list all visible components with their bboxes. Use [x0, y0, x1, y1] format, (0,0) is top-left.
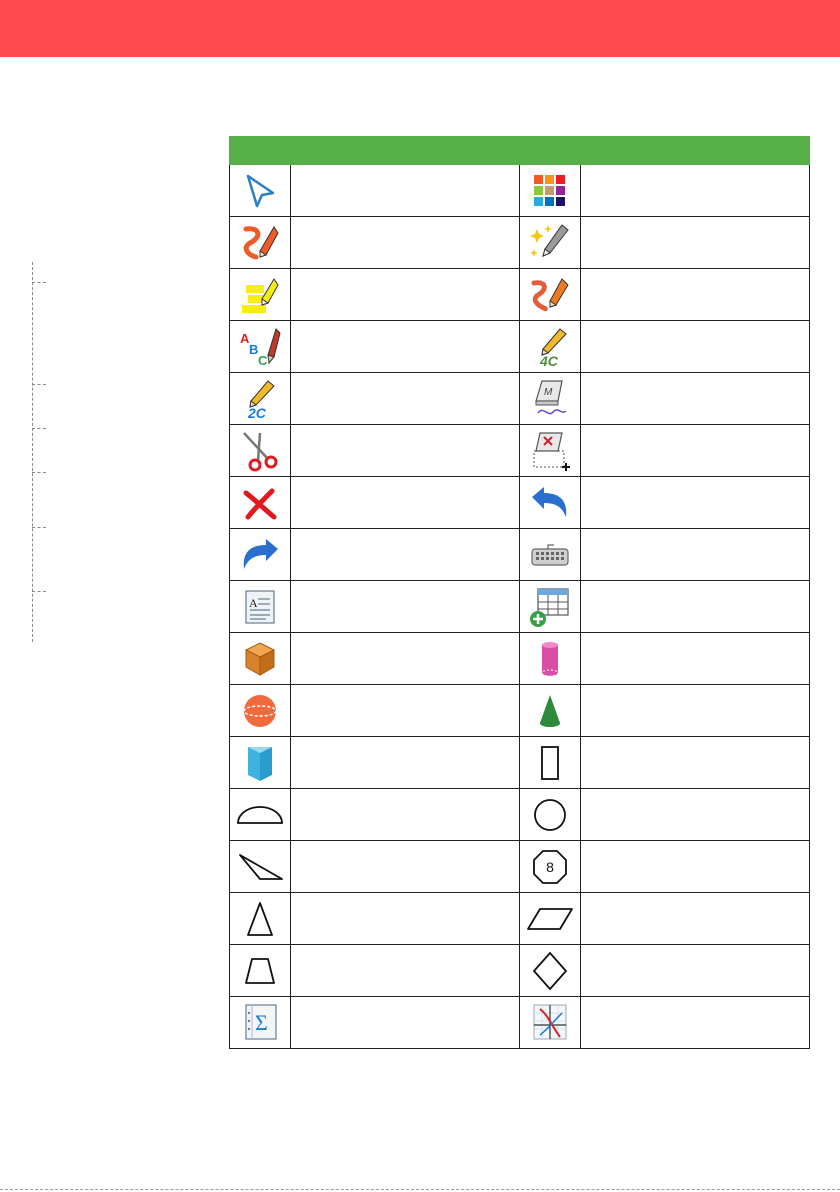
select-arrow-icon [240, 171, 280, 211]
area-eraser-icon [528, 429, 572, 473]
cone-icon [528, 689, 572, 733]
row-description-left [291, 373, 520, 425]
svg-text:A: A [249, 595, 258, 610]
table-row [230, 321, 810, 373]
row-description-left [291, 581, 520, 633]
svg-text:B: B [249, 341, 259, 357]
table-row [230, 165, 810, 217]
row-description-right [581, 529, 810, 581]
redo-icon [238, 533, 282, 577]
page-header-band [0, 0, 840, 57]
sphere-icon [238, 689, 282, 733]
row-description-left [291, 841, 520, 893]
cylinder-icon [528, 637, 572, 681]
table-row [230, 893, 810, 945]
color-palette-icon [530, 171, 570, 211]
row-description-right [581, 425, 810, 477]
rectangle-icon [528, 741, 572, 785]
row-description-right [581, 633, 810, 685]
header-icon-column-left [230, 137, 291, 165]
row-description-right [581, 997, 810, 1049]
semicircle-icon [234, 793, 286, 837]
table-row [230, 529, 810, 581]
row-description-left [291, 529, 520, 581]
row-description-left [291, 789, 520, 841]
table-row [230, 581, 810, 633]
pen-icon [238, 221, 282, 265]
row-description-left [291, 945, 520, 997]
toolbar-reference-table [229, 136, 810, 1049]
header-function-column-left [291, 137, 520, 165]
row-description-left [291, 425, 520, 477]
table-row [230, 997, 810, 1049]
row-description-left [291, 477, 520, 529]
header-function-column-right [581, 137, 810, 165]
svg-text:4C: 4C [540, 352, 558, 369]
table-row [230, 217, 810, 269]
highlighter-icon [238, 273, 282, 317]
svg-text:A: A [240, 330, 250, 346]
formula-editor-icon [238, 1001, 282, 1045]
function-graph-icon [528, 1001, 572, 1045]
row-description-right [581, 373, 810, 425]
undo-icon [528, 481, 572, 525]
keyboard-icon [528, 533, 572, 577]
octagon-label: 8 [546, 858, 554, 875]
row-description-right [581, 685, 810, 737]
row-description-left [291, 269, 520, 321]
row-description-right [581, 737, 810, 789]
svg-text:2C: 2C [248, 404, 266, 421]
row-description-left [291, 997, 520, 1049]
texture-pen-icon [528, 273, 572, 317]
eraser-icon [528, 377, 572, 421]
row-description-left [291, 737, 520, 789]
row-description-left [291, 165, 520, 217]
magic-pen-icon [528, 221, 572, 265]
multi-pen-4-icon [528, 325, 572, 369]
row-description-left [291, 321, 520, 373]
page-bottom-rule [0, 1189, 840, 1190]
text-box-icon [238, 585, 282, 629]
diamond-icon [528, 949, 572, 993]
row-description-left [291, 685, 520, 737]
parallelogram-icon [524, 897, 576, 941]
scissors-icon [238, 429, 282, 473]
row-description-left [291, 893, 520, 945]
row-description-left [291, 633, 520, 685]
svg-text:C: C [258, 352, 268, 368]
prism-icon [238, 741, 282, 785]
row-description-right [581, 945, 810, 997]
table-row [230, 789, 810, 841]
table-header-row [230, 137, 810, 165]
circle-icon [528, 793, 572, 837]
delete-icon [240, 483, 280, 523]
trapezoid-icon [238, 949, 282, 993]
handwriting-recognition-icon [238, 325, 282, 369]
row-description-right [581, 165, 810, 217]
row-description-right [581, 789, 810, 841]
row-description-right [581, 841, 810, 893]
multi-pen-2-icon [238, 377, 282, 421]
table-row [230, 945, 810, 997]
table-row [230, 685, 810, 737]
row-description-right [581, 893, 810, 945]
table-row [230, 373, 810, 425]
right-triangle-icon [234, 845, 286, 889]
row-description-right [581, 269, 810, 321]
table-row [230, 269, 810, 321]
row-description-right [581, 581, 810, 633]
table-row [230, 633, 810, 685]
table-row [230, 425, 810, 477]
octagon-icon [528, 845, 572, 889]
side-guide-lines [27, 262, 57, 642]
table-row [230, 737, 810, 789]
row-description-left [291, 217, 520, 269]
cube-icon [238, 637, 282, 681]
table-row [230, 841, 810, 893]
svg-text:M: M [544, 386, 553, 398]
row-description-right [581, 321, 810, 373]
svg-text:Σ: Σ [255, 1009, 268, 1035]
row-description-right [581, 217, 810, 269]
toolbar-reference-table-wrapper [229, 136, 810, 1049]
row-description-right [581, 477, 810, 529]
triangle-icon [238, 897, 282, 941]
header-icon-column-right [520, 137, 581, 165]
table-row [230, 477, 810, 529]
insert-table-icon [528, 585, 572, 629]
